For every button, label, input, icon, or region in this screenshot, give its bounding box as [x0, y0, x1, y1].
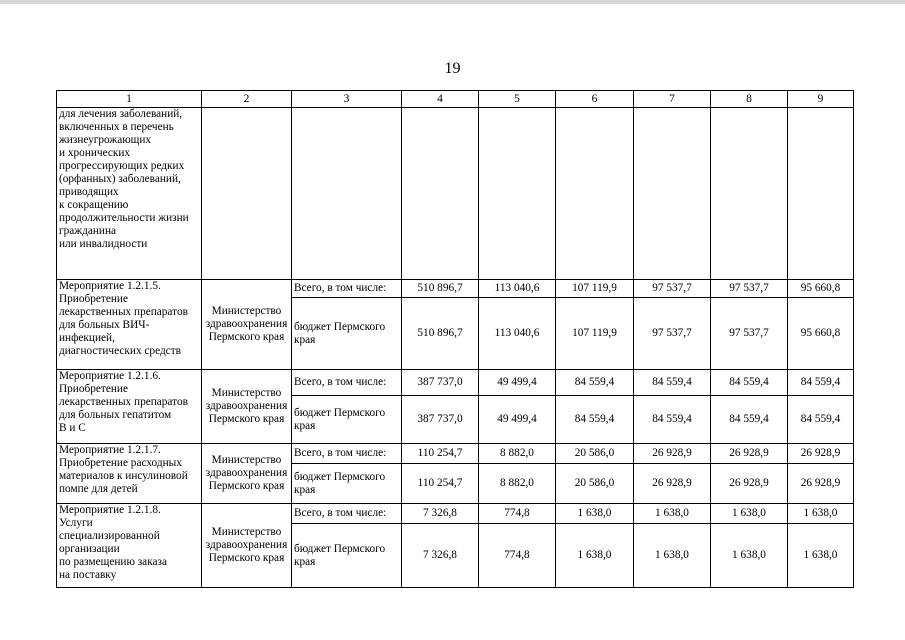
column-header: 7 [634, 91, 711, 108]
measure-title: Мероприятие 1.2.1.8. Услуги специализированной организации по размещению заказа на поставку [57, 504, 202, 588]
amount-cell: 1 638,0 [634, 504, 711, 524]
amount-cell: 84 559,4 [634, 396, 711, 444]
funding-source-label: Всего, в том числе: [292, 370, 402, 396]
measure-total-row [57, 280, 854, 298]
measure-title: Мероприятие 1.2.1.5. Приобретение лекарственных препаратов для больных ВИЧ- инфекцией, диагностических средств [57, 280, 202, 370]
amount-cell: 387 737,0 [402, 396, 479, 444]
amount-cell: 774,8 [479, 524, 556, 588]
amount-cell: 95 660,8 [788, 298, 854, 370]
amount-cell: 8 882,0 [479, 444, 556, 464]
amount-cell: 20 586,0 [556, 444, 634, 464]
amount-cell: 97 537,7 [634, 280, 711, 298]
amount-cell: 84 559,4 [711, 370, 788, 396]
measures-body [57, 280, 854, 588]
measure-executor: Министерство здравоохранения Пермского края [202, 504, 292, 588]
funding-source-label: бюджет Пермского края [292, 396, 402, 444]
amount-cell: 1 638,0 [556, 524, 634, 588]
column-header: 3 [292, 91, 402, 108]
amount-cell: 97 537,7 [711, 280, 788, 298]
measure-total-row [57, 504, 854, 524]
measure-total-row [57, 370, 854, 396]
funding-source-label: Всего, в том числе: [292, 444, 402, 464]
amount-cell: 26 928,9 [711, 444, 788, 464]
measure-executor: Министерство здравоохранения Пермского края [202, 280, 292, 370]
amount-cell: 49 499,4 [479, 396, 556, 444]
amount-cell: 97 537,7 [634, 298, 711, 370]
amount-cell: 1 638,0 [711, 524, 788, 588]
amount-cell: 8 882,0 [479, 464, 556, 504]
column-header: 9 [788, 91, 854, 108]
amount-cell: 1 638,0 [556, 504, 634, 524]
amount-cell: 107 119,9 [556, 298, 634, 370]
column-header: 4 [402, 91, 479, 108]
measure-executor: Министерство здравоохранения Пермского края [202, 370, 292, 444]
amount-cell: 774,8 [479, 504, 556, 524]
amount-cell: 84 559,4 [634, 370, 711, 396]
amount-cell: 26 928,9 [788, 444, 854, 464]
amount-cell: 110 254,7 [402, 464, 479, 504]
amount-cell: 113 040,6 [479, 280, 556, 298]
amount-cell: 84 559,4 [788, 370, 854, 396]
amount-cell: 26 928,9 [634, 464, 711, 504]
continuation-row [57, 108, 854, 280]
column-header: 5 [479, 91, 556, 108]
header-row [57, 91, 854, 108]
amount-cell: 7 326,8 [402, 524, 479, 588]
amount-cell: 387 737,0 [402, 370, 479, 396]
page-number: 19 [444, 60, 461, 77]
amount-cell: 510 896,7 [402, 280, 479, 298]
amount-cell: 84 559,4 [556, 396, 634, 444]
amount-cell: 110 254,7 [402, 444, 479, 464]
scan-edge [0, 0, 905, 4]
amount-cell: 84 559,4 [711, 396, 788, 444]
amount-cell: 84 559,4 [556, 370, 634, 396]
amount-cell: 113 040,6 [479, 298, 556, 370]
amount-cell: 1 638,0 [711, 504, 788, 524]
amount-cell: 95 660,8 [788, 280, 854, 298]
amount-cell: 26 928,9 [788, 464, 854, 504]
amount-cell: 1 638,0 [788, 504, 854, 524]
amount-cell: 84 559,4 [788, 396, 854, 444]
amount-cell: 49 499,4 [479, 370, 556, 396]
measure-executor: Министерство здравоохранения Пермского края [202, 444, 292, 504]
continuation-text: для лечения заболеваний, включенных в перечень жизнеугрожающих и хронических прогрессирующих редких (орфанных) заболеваний, приводящих к сокращению продолжительности жизни гражданина или инвалидности [57, 108, 202, 280]
column-header: 8 [711, 91, 788, 108]
program-table [56, 90, 854, 588]
amount-cell: 1 638,0 [788, 524, 854, 588]
amount-cell: 20 586,0 [556, 464, 634, 504]
amount-cell: 7 326,8 [402, 504, 479, 524]
column-header: 2 [202, 91, 292, 108]
amount-cell: 97 537,7 [711, 298, 788, 370]
amount-cell: 107 119,9 [556, 280, 634, 298]
amount-cell: 26 928,9 [634, 444, 711, 464]
funding-source-label: бюджет Пермского края [292, 464, 402, 504]
column-header: 1 [57, 91, 202, 108]
column-header: 6 [556, 91, 634, 108]
amount-cell: 1 638,0 [634, 524, 711, 588]
funding-source-label: бюджет Пермского края [292, 524, 402, 588]
measure-title: Мероприятие 1.2.1.6. Приобретение лекарственных препаратов для больных гепатитом В и С [57, 370, 202, 444]
measure-title: Мероприятие 1.2.1.7. Приобретение расходных материалов к инсулиновой помпе для детей [57, 444, 202, 504]
amount-cell: 26 928,9 [711, 464, 788, 504]
funding-source-label: Всего, в том числе: [292, 280, 402, 298]
funding-source-label: Всего, в том числе: [292, 504, 402, 524]
amount-cell: 510 896,7 [402, 298, 479, 370]
funding-source-label: бюджет Пермского края [292, 298, 402, 370]
measure-total-row [57, 444, 854, 464]
